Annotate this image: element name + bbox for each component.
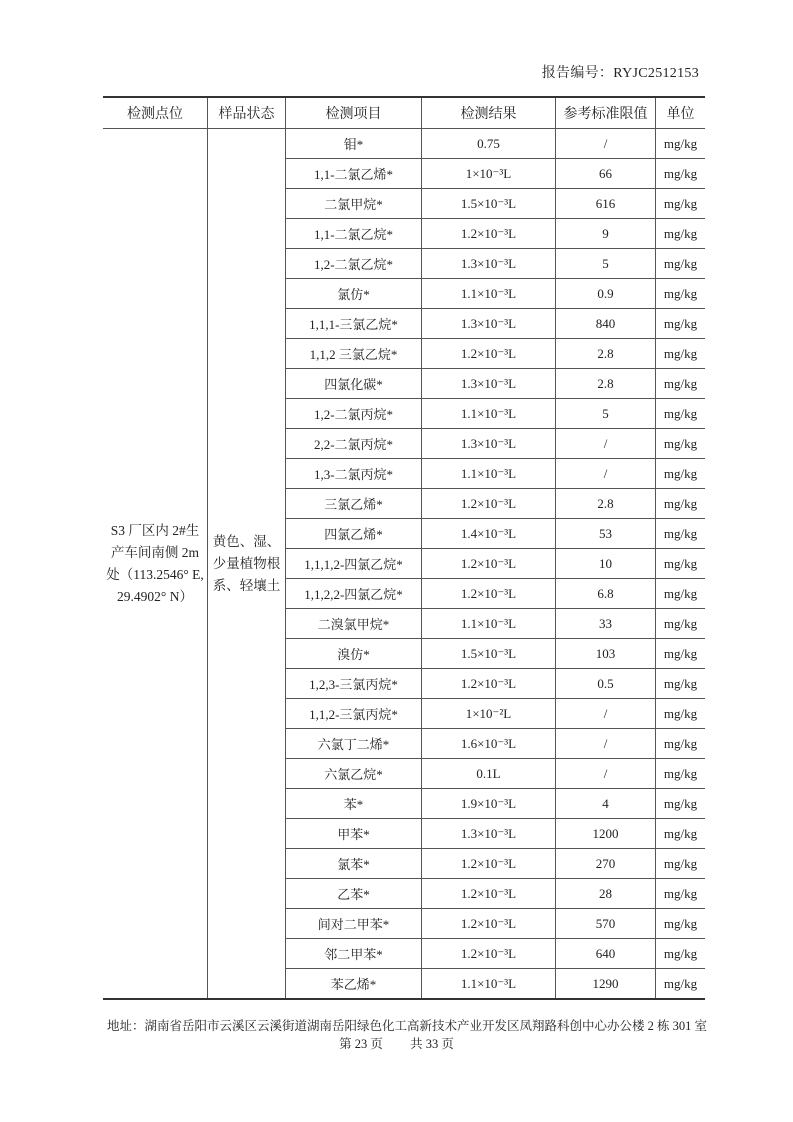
standard-limit: 28 xyxy=(556,879,656,909)
standard-limit: / xyxy=(556,429,656,459)
test-result: 1.2×10⁻³L xyxy=(422,849,556,879)
report-number: 报告编号：RYJC2512153 xyxy=(541,66,699,81)
test-item: 2,2-二氯丙烷* xyxy=(286,429,422,459)
header-test-item: 检测项目 xyxy=(286,97,422,129)
test-result: 1×10⁻³L xyxy=(422,159,556,189)
unit: mg/kg xyxy=(656,129,706,159)
test-result: 1.3×10⁻³L xyxy=(422,369,556,399)
test-result: 1.5×10⁻³L xyxy=(422,189,556,219)
standard-limit: 2.8 xyxy=(556,369,656,399)
test-item: 邻二甲苯* xyxy=(286,939,422,969)
unit: mg/kg xyxy=(656,669,706,699)
unit: mg/kg xyxy=(656,519,706,549)
page-number: 第 23 页 xyxy=(339,1037,383,1051)
test-item: 钼* xyxy=(286,129,422,159)
test-result: 1.4×10⁻³L xyxy=(422,519,556,549)
unit: mg/kg xyxy=(656,459,706,489)
test-results-table xyxy=(103,96,705,1000)
test-result: 1.2×10⁻³L xyxy=(422,579,556,609)
unit: mg/kg xyxy=(656,309,706,339)
test-result: 1.2×10⁻³L xyxy=(422,909,556,939)
standard-limit: / xyxy=(556,459,656,489)
test-result: 1.5×10⁻³L xyxy=(422,639,556,669)
page-total: 共 33 页 xyxy=(410,1037,454,1051)
test-item: 1,2,3-三氯丙烷* xyxy=(286,669,422,699)
unit: mg/kg xyxy=(656,279,706,309)
test-item: 1,3-二氯丙烷* xyxy=(286,459,422,489)
test-item: 四氯化碳* xyxy=(286,369,422,399)
unit: mg/kg xyxy=(656,189,706,219)
unit: mg/kg xyxy=(656,759,706,789)
test-result: 1.2×10⁻³L xyxy=(422,939,556,969)
unit: mg/kg xyxy=(656,489,706,519)
test-item: 1,1,2-三氯丙烷* xyxy=(286,699,422,729)
test-result: 1.2×10⁻³L xyxy=(422,339,556,369)
header-sample-state: 样品状态 xyxy=(208,97,286,129)
standard-limit: 103 xyxy=(556,639,656,669)
standard-limit: 0.9 xyxy=(556,279,656,309)
unit: mg/kg xyxy=(656,399,706,429)
standard-limit: 5 xyxy=(556,399,656,429)
test-item: 二氯甲烷* xyxy=(286,189,422,219)
unit: mg/kg xyxy=(656,729,706,759)
test-item: 二溴氯甲烷* xyxy=(286,609,422,639)
test-result: 1.2×10⁻³L xyxy=(422,879,556,909)
standard-limit: 1200 xyxy=(556,819,656,849)
unit: mg/kg xyxy=(656,369,706,399)
unit: mg/kg xyxy=(656,849,706,879)
test-item: 1,1,1,2-四氯乙烷* xyxy=(286,549,422,579)
standard-limit: 1290 xyxy=(556,969,656,1000)
test-result: 1.3×10⁻³L xyxy=(422,249,556,279)
test-item: 间对二甲苯* xyxy=(286,909,422,939)
standard-limit: / xyxy=(556,129,656,159)
standard-limit: 840 xyxy=(556,309,656,339)
standard-limit: 0.5 xyxy=(556,669,656,699)
unit: mg/kg xyxy=(656,639,706,669)
test-item: 六氯丁二烯* xyxy=(286,729,422,759)
sample-state: 黄色、湿、少量植物根系、轻壤土 xyxy=(208,129,286,1000)
unit: mg/kg xyxy=(656,219,706,249)
unit: mg/kg xyxy=(656,879,706,909)
test-result: 1.1×10⁻³L xyxy=(422,279,556,309)
header-limit: 参考标准限值 xyxy=(556,97,656,129)
standard-limit: 9 xyxy=(556,219,656,249)
unit: mg/kg xyxy=(656,609,706,639)
standard-limit: 570 xyxy=(556,909,656,939)
header-unit: 单位 xyxy=(656,97,706,129)
standard-limit: 2.8 xyxy=(556,339,656,369)
unit: mg/kg xyxy=(656,249,706,279)
test-item: 1,1-二氯乙烷* xyxy=(286,219,422,249)
footer-pagination xyxy=(0,1034,793,1052)
standard-limit: 616 xyxy=(556,189,656,219)
table-header-row xyxy=(103,97,705,129)
standard-limit: 6.8 xyxy=(556,579,656,609)
test-result: 1.3×10⁻³L xyxy=(422,429,556,459)
test-item: 三氯乙烯* xyxy=(286,489,422,519)
standard-limit: 53 xyxy=(556,519,656,549)
test-result: 1.1×10⁻³L xyxy=(422,969,556,1000)
unit: mg/kg xyxy=(656,339,706,369)
unit: mg/kg xyxy=(656,909,706,939)
test-item: 1,1,2 三氯乙烷* xyxy=(286,339,422,369)
test-item: 1,1-二氯乙烯* xyxy=(286,159,422,189)
standard-limit: 10 xyxy=(556,549,656,579)
test-item: 苯* xyxy=(286,789,422,819)
test-result: 1.1×10⁻³L xyxy=(422,459,556,489)
standard-limit: 2.8 xyxy=(556,489,656,519)
test-result: 1.3×10⁻³L xyxy=(422,309,556,339)
unit: mg/kg xyxy=(656,969,706,1000)
sampling-location: S3 厂区内 2#生产车间南侧 2m 处（113.2546° E, 29.4902° N） xyxy=(103,129,208,1000)
standard-limit: 270 xyxy=(556,849,656,879)
standard-limit: 4 xyxy=(556,789,656,819)
test-item: 1,2-二氯乙烷* xyxy=(286,249,422,279)
test-result: 0.1L xyxy=(422,759,556,789)
unit: mg/kg xyxy=(656,159,706,189)
test-result: 1.1×10⁻³L xyxy=(422,609,556,639)
standard-limit: 33 xyxy=(556,609,656,639)
test-result: 1×10⁻²L xyxy=(422,699,556,729)
test-item: 1,1,1-三氯乙烷* xyxy=(286,309,422,339)
standard-limit: 66 xyxy=(556,159,656,189)
test-result: 1.6×10⁻³L xyxy=(422,729,556,759)
unit: mg/kg xyxy=(656,789,706,819)
test-item: 甲苯* xyxy=(286,819,422,849)
unit: mg/kg xyxy=(656,549,706,579)
test-item: 氯仿* xyxy=(286,279,422,309)
test-result: 0.75 xyxy=(422,129,556,159)
test-result: 1.3×10⁻³L xyxy=(422,819,556,849)
test-item: 溴仿* xyxy=(286,639,422,669)
test-item: 六氯乙烷* xyxy=(286,759,422,789)
standard-limit: 5 xyxy=(556,249,656,279)
test-result: 1.1×10⁻³L xyxy=(422,399,556,429)
test-result: 1.2×10⁻³L xyxy=(422,489,556,519)
footer-address: 地址：湖南省岳阳市云溪区云溪街道湖南岳阳绿色化工高新技术产业开发区凤翔路科创中心办公楼 2 栋 301 室 xyxy=(107,1019,708,1033)
test-item: 氯苯* xyxy=(286,849,422,879)
test-result: 1.9×10⁻³L xyxy=(422,789,556,819)
test-item: 苯乙烯* xyxy=(286,969,422,1000)
test-item: 乙苯* xyxy=(286,879,422,909)
test-result: 1.2×10⁻³L xyxy=(422,549,556,579)
standard-limit: 640 xyxy=(556,939,656,969)
unit: mg/kg xyxy=(656,579,706,609)
header-location: 检测点位 xyxy=(103,97,208,129)
unit: mg/kg xyxy=(656,699,706,729)
standard-limit: / xyxy=(556,759,656,789)
test-item: 1,2-二氯丙烷* xyxy=(286,399,422,429)
unit: mg/kg xyxy=(656,429,706,459)
test-result: 1.2×10⁻³L xyxy=(422,219,556,249)
test-item: 1,1,2,2-四氯乙烷* xyxy=(286,579,422,609)
header-result: 检测结果 xyxy=(422,97,556,129)
standard-limit: / xyxy=(556,729,656,759)
standard-limit: / xyxy=(556,699,656,729)
unit: mg/kg xyxy=(656,939,706,969)
test-item: 四氯乙烯* xyxy=(286,519,422,549)
unit: mg/kg xyxy=(656,819,706,849)
test-result: 1.2×10⁻³L xyxy=(422,669,556,699)
table-row xyxy=(103,129,705,159)
